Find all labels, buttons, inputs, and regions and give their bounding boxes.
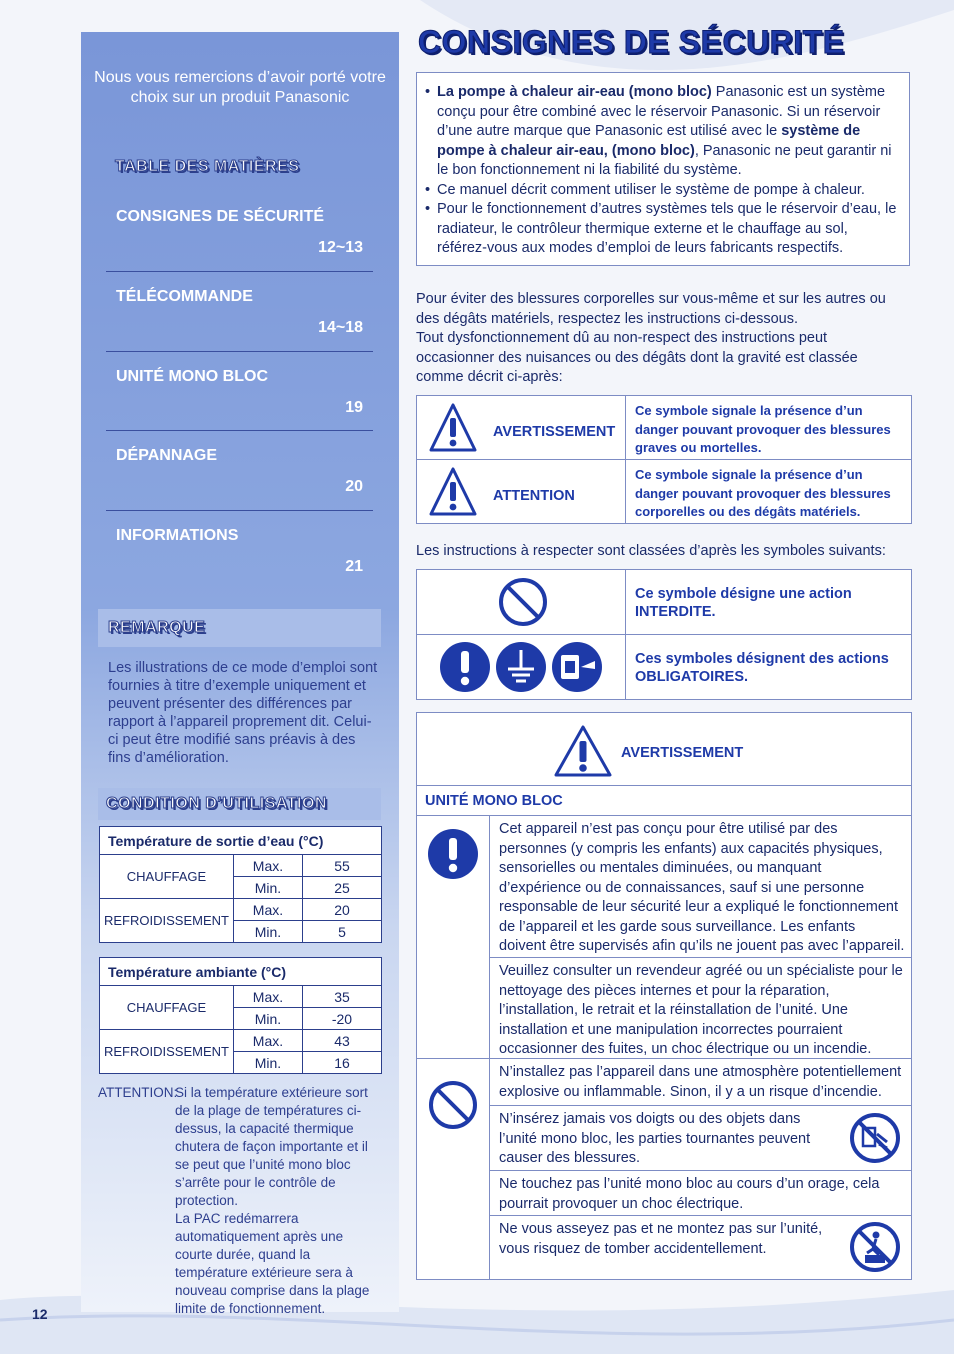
mandatory-item-text: Cet appareil n’est pas conçu pour être utilisé par des personnes (y compris les enfants) aux capacités physiques, sensorielles ou mentales diminuées, ou manquant d’expérience ou de connaissances, sauf si une personne responsable de leur sécurité leur a expliqué le fonctionnement de l’appareil et les garde sous surveillance. Les enfants doivent être supervisés afin qu’ils ne jouent pas avec l’appareil. [499, 821, 905, 954]
symbol-desc: Ces symboles désignent des actions OBLIGATOIRES. [635, 651, 889, 685]
sidebar [81, 32, 399, 1316]
bullet-item: • Pour le fonctionnement d’autres systèmes tels que le réservoir d’eau, le radiateur, le contrôleur thermique externe et le chauffage au sol, référez-vous aux modes d’emploi de leurs fabricants respectifs. [417, 200, 899, 259]
warning-triangle-icon [429, 402, 477, 454]
intro-text [416, 290, 908, 388]
toc-item[interactable] [106, 352, 373, 431]
mode-cell: CHAUFFAGE [100, 986, 234, 1030]
symbol-table [416, 569, 912, 700]
toc-item-label: UNITÉ MONO BLOC [116, 368, 268, 385]
severity-desc: Ce symbole signale la présence d’un danger pouvant provoquer des blessures corporelles ou des dégâts matériels. [635, 467, 891, 519]
unit-title [417, 785, 911, 816]
severity-row [417, 460, 911, 523]
no-climbing-icon [849, 1221, 901, 1273]
symbol-row [417, 570, 911, 635]
severity-word: ATTENTION [493, 488, 575, 504]
ambient-table-title: Température ambiante (°C) [100, 958, 382, 986]
remark-text: Les illustrations de ce mode d’emploi sont fournies à titre d’exemple uniquement et peuvent présenter des différences par rapport à l’appareil proprement dit. Celui-ci peut être modifié sans préavis à des fins d’amélioration. [108, 660, 378, 766]
note-label: ATTENTION: [98, 1085, 178, 1100]
prohibited-item [489, 1059, 911, 1106]
intro-bullet-box [416, 72, 910, 266]
prohibited-icon [427, 1079, 479, 1131]
limit-label: Max. [233, 1030, 302, 1052]
symbol-desc: Ce symbole désigne une action INTERDITE. [635, 586, 852, 620]
limit-value: -20 [302, 1008, 381, 1030]
ambient-temperature-table [99, 957, 382, 1074]
prohibited-item [489, 1106, 911, 1171]
limit-label: Max. [233, 986, 302, 1008]
prohibited-item-text: N’insérez jamais vos doigts ou des objets dans l’unité mono bloc, les parties tournantes peuvent causer des blessures. [499, 1111, 811, 1166]
limit-value: 16 [302, 1052, 381, 1074]
toc-item[interactable] [106, 272, 373, 352]
mandatory-item-text: Veuillez consulter un revendeur agréé ou un spécialiste pour le nettoyage des pièces internes et pour la réparation, l’installation, le retrait et la réinstallation de l’unité. Une installation et une manipulation incorrectes pourraient occasionner des fuites, un choc électrique ou un incendie. [499, 963, 903, 1057]
water-temperature-table [99, 826, 382, 943]
mandatory-icon [427, 828, 479, 880]
toc-item-pages: 14~18 [318, 319, 363, 336]
limit-label: Min. [233, 877, 302, 899]
limit-value: 25 [302, 877, 381, 899]
limit-value: 55 [302, 855, 381, 877]
limit-value: 5 [302, 921, 381, 943]
limit-label: Max. [233, 899, 302, 921]
toc-item-label: DÉPANNAGE [116, 447, 218, 464]
remark-title: REMARQUE [108, 619, 206, 636]
toc-item-pages: 21 [345, 558, 363, 575]
unit-title-text: UNITÉ MONO BLOC [425, 793, 563, 809]
limit-label: Min. [233, 1008, 302, 1030]
severity-word: AVERTISSEMENT [493, 424, 616, 440]
ground-icon [495, 641, 547, 693]
note-text-1: Si la température extérieure sort de la plage de températures ci-dessus, la capacité thermique chutera de façon importante et il se peut que l’unité mono bloc s’arrête pour le contrôle de protection. [175, 1085, 368, 1208]
limit-label: Max. [233, 855, 302, 877]
remark-header [98, 609, 381, 647]
bullet-item: • Ce manuel décrit comment utiliser le système de pompe à chaleur. [417, 181, 899, 201]
note-text-2: La PAC redémarrera automatiquement après une courte durée, quand la température extérieure sera à nouveau comprise dans la plage limite de fonctionnement. [175, 1211, 370, 1316]
toc-item-pages: 12~13 [318, 239, 363, 256]
warning-triangle-icon [429, 466, 477, 518]
prohibited-item-text: N’installez pas l’appareil dans une atmosphère potentiellement explosive ou inflammable. Sinon, il y a un risque d’incendie. [499, 1064, 902, 1100]
toc-item[interactable] [106, 511, 373, 590]
toc-item[interactable] [106, 192, 373, 272]
no-fingers-icon [849, 1112, 901, 1164]
limit-value: 20 [302, 899, 381, 921]
toc-item[interactable] [106, 431, 373, 511]
bullet-text: Panasonic est un système conçu pour être combiné avec le réservoir Panasonic. Si un réservoir d’une autre marque que Panasonic est utilisé avec le [437, 84, 886, 139]
limit-label: Min. [233, 921, 302, 943]
bullet-bold: La pompe à chaleur air-eau (mono bloc) [437, 84, 712, 100]
warning-header [417, 713, 911, 786]
warning-word: AVERTISSEMENT [621, 745, 744, 761]
mode-cell: REFROIDISSEMENT [100, 1030, 234, 1074]
toc-item-label: TÉLÉCOMMANDE [116, 288, 253, 305]
mandatory-icon [439, 641, 491, 693]
limit-label: Min. [233, 1052, 302, 1074]
water-table-title: Température de sortie d’eau (°C) [100, 827, 382, 855]
unplug-icon [551, 641, 603, 693]
toc-item-pages: 19 [345, 399, 363, 416]
toc-title: TABLE DES MATIÈRES [115, 158, 300, 175]
limit-value: 43 [302, 1030, 381, 1052]
bullet-item [417, 83, 899, 181]
thanks-text: Nous vous remercions d’avoir porté votre choix sur un produit Panasonic [94, 69, 386, 106]
mode-cell: CHAUFFAGE [100, 855, 234, 899]
bullet-bold: système de pompe à chaleur air-eau, (mono bloc) [437, 123, 861, 159]
bullet-text: , Panasonic ne peut garantir ni le bon fonctionnement ni la fiabilité du système. [437, 142, 892, 178]
toc-item-label: CONSIGNES DE SÉCURITÉ [116, 208, 325, 225]
severity-table [416, 395, 912, 524]
toc-item-label: INFORMATIONS [116, 527, 239, 544]
prohibited-icon [497, 576, 549, 628]
prohibited-item [489, 1171, 911, 1216]
severity-row [417, 396, 911, 460]
severity-desc: Ce symbole signale la présence d’un danger pouvant provoquer des blessures graves ou mortelles. [635, 403, 891, 455]
prohibited-column [417, 1059, 490, 1279]
warning-triangle-icon [553, 723, 613, 779]
page-number: 12 [32, 1306, 48, 1322]
prohibited-item-text: Ne vous asseyez pas et ne montez pas sur l’unité, vous risquez de tomber accidentellement. [499, 1221, 823, 1257]
toc-item-pages: 20 [345, 478, 363, 495]
symbols-intro: Les instructions à respecter sont classées d’après les symboles suivants: [416, 543, 886, 559]
mandatory-item [489, 816, 911, 958]
condition-header [98, 788, 381, 820]
mandatory-column [417, 816, 490, 1059]
condition-title: CONDITION D’UTILISATION [106, 795, 327, 812]
prohibited-item [489, 1216, 911, 1279]
note-text [175, 1084, 380, 1318]
intro-paragraph-1: Pour éviter des blessures corporelles sur vous-même et sur les autres ou des dégâts matériels, respectez les instructions ci-dessous. [416, 291, 886, 327]
warning-box [416, 712, 912, 1280]
limit-value: 35 [302, 986, 381, 1008]
mode-cell: REFROIDISSEMENT [100, 899, 234, 943]
symbol-row [417, 635, 911, 699]
prohibited-item-text: Ne touchez pas l’unité mono bloc au cours d’un orage, cela pourrait provoquer un choc électrique. [499, 1176, 880, 1212]
page-title: CONSIGNES DE SÉCURITÉ [418, 24, 845, 60]
table-of-contents [106, 192, 373, 590]
mandatory-item [489, 958, 911, 1059]
intro-paragraph-2: Tout dysfonctionnement dû au non-respect des instructions peut occasionner des nuisances ou des dégâts dont la gravité est classée comme décrit ci-après: [416, 330, 858, 385]
